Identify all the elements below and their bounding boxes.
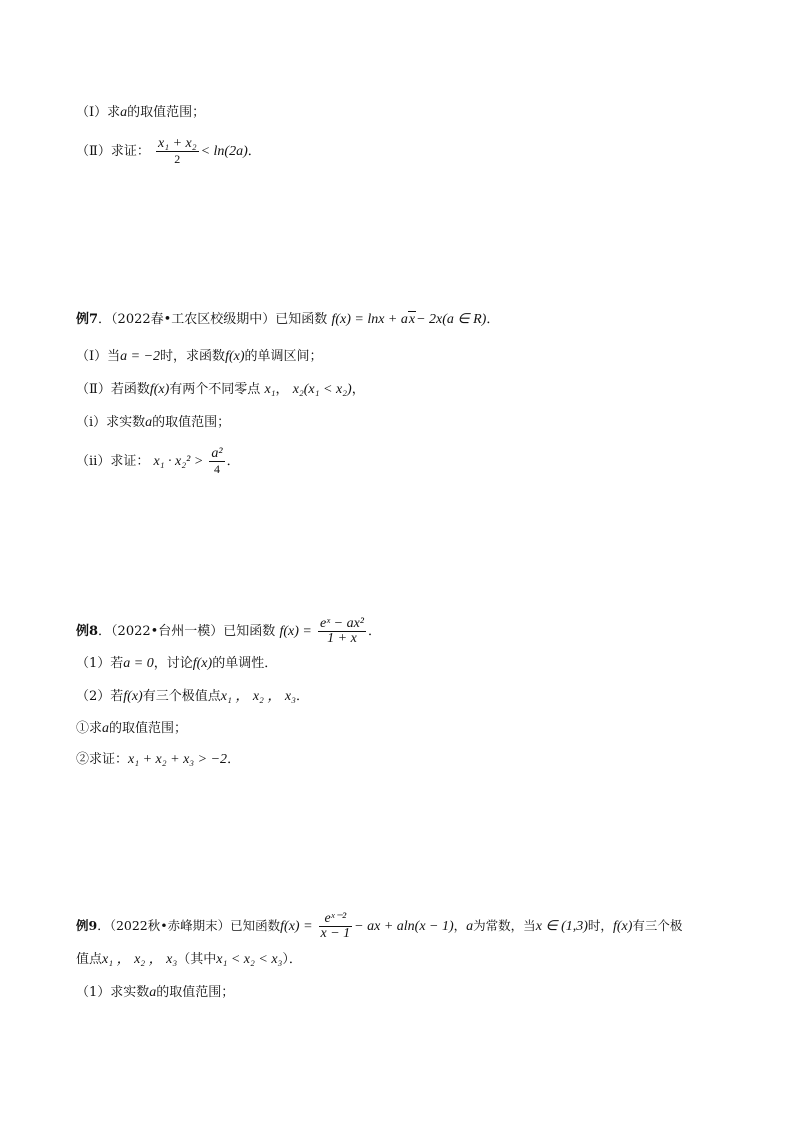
ex8-part2	[76, 687, 309, 707]
math-expr: f(x) =	[280, 919, 313, 934]
part-label: （2）若	[76, 689, 124, 704]
math-expr: x ∈ (1,3)	[535, 919, 588, 934]
math-expr: x₂(x₁ < x₂)	[292, 382, 352, 397]
text: 为常数，当	[473, 918, 536, 933]
part-label: （ⅱ）求证：	[76, 454, 150, 469]
math-expr: x₁ ， x₂ ， x₃	[102, 952, 178, 967]
math-expr: f(x)	[225, 349, 245, 364]
math-expr: f(x)	[123, 689, 143, 704]
math-expr: x₁ ， x₂ ， x₃	[220, 689, 296, 704]
text: 时，求函数	[160, 349, 226, 364]
denominator: 4	[214, 462, 221, 476]
math-expr: < ln(2a)	[200, 144, 248, 159]
text: ．	[368, 624, 382, 639]
numerator: eˣ − ax²	[319, 616, 364, 631]
ex8-part1	[76, 654, 277, 674]
text: 的取值范围；	[156, 985, 235, 1000]
math-expr: f(x)	[192, 656, 213, 671]
text: ，讨论	[153, 656, 193, 671]
fraction	[318, 617, 366, 646]
text: 有三个极	[632, 918, 683, 933]
part-label: （Ⅱ）求证：	[76, 144, 150, 159]
fraction	[319, 912, 353, 941]
denominator: 2	[174, 152, 181, 166]
part-label: （Ⅰ）求	[76, 105, 121, 120]
fraction	[156, 137, 199, 166]
part-label: （1）求实数	[76, 985, 150, 1000]
part-label: （ⅰ）求实数	[76, 415, 146, 430]
part-label: （Ⅱ）若函数	[76, 382, 150, 397]
ex9-line2	[76, 950, 302, 970]
text: ．	[486, 312, 500, 327]
text: 值点	[76, 952, 103, 967]
text: ，	[351, 382, 365, 397]
denominator: x − 1	[320, 926, 351, 941]
math-expr: f(x)	[149, 382, 170, 397]
variable: a	[149, 985, 157, 1000]
math-expr: − 2x(a ∈ R)	[416, 312, 487, 327]
numerator: eˣ⁻²	[319, 912, 353, 927]
ex8-heading	[76, 617, 381, 646]
math-expr: f(x) = lnx + a	[331, 312, 408, 327]
part-label: （Ⅰ）当	[76, 349, 121, 364]
ex7-part-i	[76, 413, 230, 433]
numerator: a²	[211, 446, 223, 461]
ex7-part2	[76, 380, 365, 400]
denominator: 1 + x	[327, 631, 357, 646]
sqrt: x	[408, 312, 416, 327]
ex8-sub1	[76, 719, 187, 739]
ex8-sub2	[76, 750, 240, 770]
example-label: 例7	[76, 312, 99, 327]
variable: a	[466, 919, 474, 934]
text: ．	[227, 752, 241, 767]
text: 有三个极值点	[142, 689, 221, 704]
math-expr: a = −2	[120, 349, 161, 364]
text: 的取值范围；	[109, 721, 188, 736]
text: ）．	[282, 952, 302, 967]
example-label: 例8	[76, 624, 99, 639]
ex6-part1	[76, 103, 205, 123]
math-expr: f(x) =	[279, 624, 312, 639]
text: 的单调性．	[212, 656, 278, 671]
text: 的取值范围；	[152, 415, 231, 430]
text: ．	[247, 144, 261, 159]
math-expr: x₁ · x₂² >	[153, 454, 204, 469]
text: （其中	[177, 952, 217, 967]
math-expr: f(x)	[612, 919, 633, 934]
ex6-part2	[76, 137, 261, 166]
text: ，	[275, 382, 289, 397]
source: ．（2022春•工农区校级期中）已知函数	[98, 312, 328, 327]
text: 的单调区间；	[244, 349, 323, 364]
text: ．	[295, 689, 309, 704]
math-expr: x₁	[264, 382, 276, 397]
ex9-part1	[76, 983, 234, 1003]
variable: a	[120, 105, 128, 120]
part-label: ②求证：	[76, 752, 129, 767]
math-expr: − ax + aln(x − 1)	[354, 919, 454, 934]
part-label: ①求	[76, 721, 103, 736]
part-label: （1）若	[76, 656, 124, 671]
fraction	[209, 447, 224, 476]
source: ．（2022•台州一模）已知函数	[98, 624, 276, 639]
variable: a	[102, 721, 110, 736]
ex9-heading	[76, 912, 682, 941]
text: ，	[453, 918, 467, 933]
text: 的取值范围；	[127, 105, 206, 120]
ex7-part-ii	[76, 447, 240, 476]
variable: a	[145, 415, 153, 430]
example-label: 例9	[76, 918, 98, 933]
math-expr: x₁ + x₂ + x₃ > −2	[128, 752, 228, 767]
ex7-heading	[76, 310, 499, 330]
text: 时，	[587, 918, 613, 933]
numerator: x₁ + x₂	[157, 136, 197, 151]
math-expr: x₁ < x₂ < x₃	[216, 952, 283, 967]
text: 有两个不同零点	[169, 382, 261, 397]
ex7-part1	[76, 347, 323, 367]
source: ．（2022秋•赤峰期末）已知函数	[97, 918, 281, 933]
text: ．	[226, 454, 240, 469]
math-expr: a = 0	[123, 656, 154, 671]
